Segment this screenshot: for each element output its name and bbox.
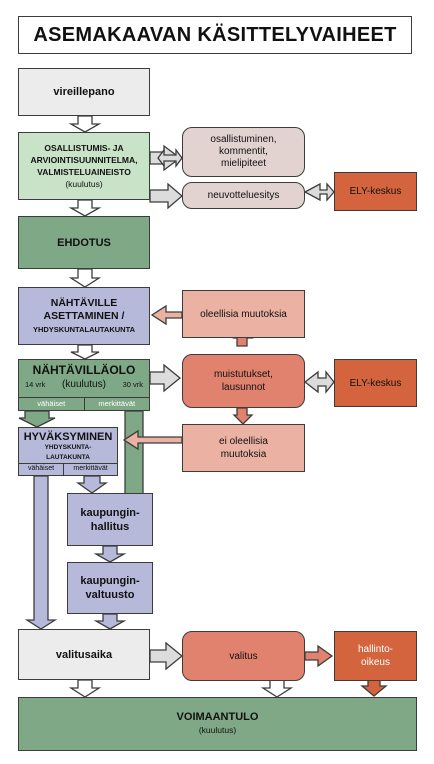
step-vireillepano: vireillepano (18, 68, 150, 116)
side-neuvotteluesitys: neuvotteluesitys (182, 182, 305, 209)
side-muistutukset: muistutukset, lausunnot (182, 354, 305, 408)
side-ely-keskus-2: ELY-keskus (334, 359, 417, 407)
step-nahtaville-asettaminen: NÄHTÄVILLE ASETTAMINEN / YHDYSKUNTALAUTAKUNTA (18, 287, 150, 345)
step-ehdotus: EHDOTUS (18, 216, 150, 269)
side-ei-oleellisia-muutoksia: ei oleellisia muutoksia (182, 424, 305, 472)
step-kaupunginhallitus: kaupungin- hallitus (67, 493, 153, 546)
step-osallistumis: OSALLISTUMIS- JA ARVIOINTISUUNNITELMA, VALMISTELUAINEISTO (kuulutus) (18, 132, 150, 200)
side-osallistuminen: osallistuminen, kommentit, mielipiteet (182, 127, 305, 177)
side-hallinto-oikeus: hallinto- oikeus (334, 631, 417, 681)
step-valitusaika: valitusaika (18, 629, 150, 680)
page-title: ASEMAKAAVAN KÄSITTELYVAIHEET (18, 16, 412, 54)
hyvaksyminen-split-row: vähäiset merkittävät (19, 463, 117, 475)
step-nahtavillaolo: NÄHTÄVILLÄOLO 14 vrk (kuulutus) 30 vrk vähäiset merkittävät (18, 359, 150, 411)
nahtavillaolo-split-row: vähäiset merkittävät (19, 397, 149, 410)
side-oleellisia-muutoksia: oleellisia muutoksia (182, 290, 305, 338)
side-ely-keskus-1: ELY-keskus (334, 172, 417, 211)
side-valitus: valitus (182, 631, 305, 681)
step-hyvaksyminen: HYVÄKSYMINEN YHDYSKUNTA- LAUTAKUNTA vähäiset merkittävät (18, 427, 118, 476)
nahtavillaolo-duration-row: 14 vrk (kuulutus) 30 vrk (25, 379, 143, 390)
step-kaupunginvaltuusto: kaupungin- valtuusto (67, 562, 153, 614)
step-voimaantulo: VOIMAANTULO (kuulutus) (18, 697, 417, 751)
